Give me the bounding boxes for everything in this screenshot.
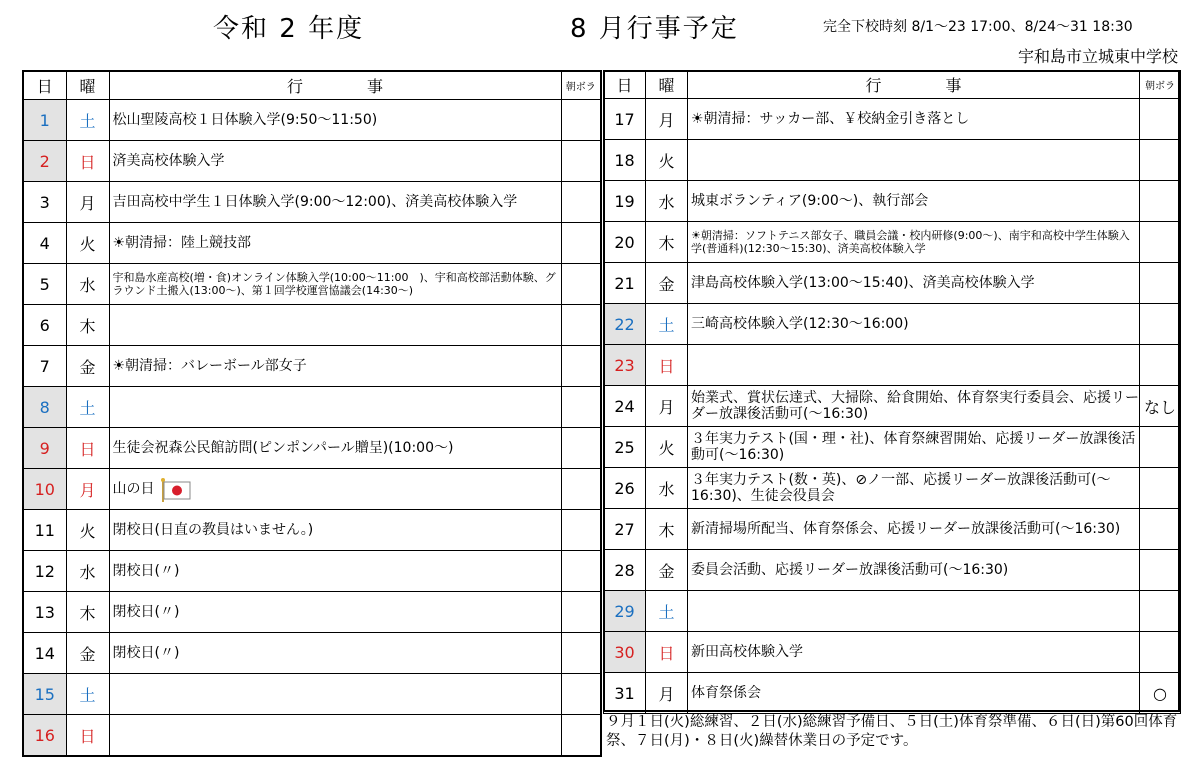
weekday-cell: 水: [66, 551, 109, 592]
calendar-row: [604, 222, 1181, 263]
weekday-cell: 金: [66, 346, 109, 387]
weekday-cell: 水: [66, 264, 109, 305]
event-cell: [688, 632, 1140, 673]
calendar-row: [23, 428, 601, 469]
calendar-row: [23, 223, 601, 264]
september-note: ９月１日(火)総練習、２日(水)総練習予備日、５日(土)体育祭準備、６日(日)第60回体育祭、７日(月)・８日(火)繰替休業日の予定です。: [606, 714, 1178, 749]
event-text: 宇和島水産高校(増・食)オンライン体験入学(10:00～11:00 )、宇和高校部活動体験、グラウンド土搬入(13:00～)、第１回学校運営協議会(14:30～): [112, 270, 556, 297]
table-header-row: [604, 71, 1181, 99]
date-cell: 6: [23, 305, 66, 346]
event-text: ☀朝清掃：陸上競技部: [112, 234, 252, 251]
event-text: 生徒会祝森公民館訪問(ピンポンパール贈呈)(10:00～): [112, 439, 454, 456]
volunteer-cell: [1140, 550, 1181, 591]
calendar-row: [23, 100, 601, 141]
date-cell: 17: [604, 99, 646, 140]
calendar-row: [604, 591, 1181, 632]
volunteer-header: 朝ボラ: [561, 71, 601, 100]
event-cell: [109, 141, 561, 182]
date-cell: 14: [23, 633, 66, 674]
weekday-cell: 月: [66, 469, 109, 510]
date-cell: 23: [604, 345, 646, 386]
right-calendar-table: [603, 70, 1181, 714]
volunteer-cell: なし: [1140, 386, 1181, 427]
event-text: 閉校日(日直の教員はいません。): [112, 521, 314, 538]
date-header: 日: [604, 71, 646, 99]
calendar-row: [604, 140, 1181, 181]
volunteer-cell: [561, 510, 601, 551]
date-cell: 1: [23, 100, 66, 141]
date-cell: 15: [23, 674, 66, 715]
date-cell: 25: [604, 427, 646, 468]
event-text: ☀朝清掃：ソフトテニス部女子、職員会議・校内研修(9:00～)、南宇和高校中学生体験入学(普通科)(12:30～15:30)、済美高校体験入学: [691, 228, 1130, 255]
volunteer-cell: [561, 469, 601, 510]
closing-time: 完全下校時刻 8/1～23 17:00、8/24～31 18:30: [823, 19, 1133, 35]
event-cell: [688, 591, 1140, 632]
volunteer-cell: ○: [1140, 673, 1181, 714]
event-cell: [109, 182, 561, 223]
weekday-cell: 日: [66, 715, 109, 757]
date-cell: 28: [604, 550, 646, 591]
calendar-row: [604, 468, 1181, 509]
date-cell: 13: [23, 592, 66, 633]
event-cell: [688, 263, 1140, 304]
weekday-cell: 木: [66, 592, 109, 633]
event-text: 済美高校体験入学: [112, 152, 225, 169]
date-cell: 30: [604, 632, 646, 673]
volunteer-cell: [1140, 222, 1181, 263]
weekday-cell: 火: [646, 427, 688, 468]
event-text: ☀朝清掃：バレーボール部女子: [112, 357, 307, 374]
event-cell: [109, 387, 561, 428]
date-cell: 8: [23, 387, 66, 428]
weekday-cell: 木: [646, 222, 688, 263]
volunteer-cell: [1140, 99, 1181, 140]
weekday-cell: 金: [66, 633, 109, 674]
event-cell: [109, 469, 561, 510]
event-text: 三崎高校体験入学(12:30～16:00): [691, 315, 909, 332]
calendar-row: [604, 345, 1181, 386]
event-cell: [109, 551, 561, 592]
calendar-row: [23, 387, 601, 428]
event-cell: [109, 715, 561, 757]
event-text: 委員会活動、応援リーダー放課後活動可(～16:30): [691, 561, 1009, 578]
volunteer-cell: [561, 264, 601, 305]
date-cell: 26: [604, 468, 646, 509]
event-cell: [688, 550, 1140, 591]
fiscal-year-title: 令和 2 年度: [213, 14, 365, 44]
calendar-row: [604, 673, 1181, 714]
japan-flag-icon: [161, 478, 191, 500]
school-name: 宇和島市立城東中学校: [1017, 47, 1178, 66]
event-text: 閉校日(〃): [112, 562, 180, 579]
weekday-cell: 土: [66, 674, 109, 715]
volunteer-cell: [1140, 140, 1181, 181]
calendar-row: [23, 633, 601, 674]
event-cell: [109, 633, 561, 674]
weekday-cell: 月: [646, 386, 688, 427]
date-cell: 27: [604, 509, 646, 550]
month-title: 8 月行事予定: [570, 14, 739, 44]
date-cell: 21: [604, 263, 646, 304]
volunteer-cell: [1140, 509, 1181, 550]
date-cell: 10: [23, 469, 66, 510]
event-cell: [109, 674, 561, 715]
weekday-cell: 日: [646, 632, 688, 673]
weekday-cell: 日: [66, 428, 109, 469]
weekday-cell: 水: [646, 468, 688, 509]
event-cell: [109, 223, 561, 264]
volunteer-cell: [1140, 345, 1181, 386]
event-text: ３年実力テスト(国・理・社)、体育祭練習開始、応援リーダー放課後活動可(～16:30): [691, 430, 1136, 463]
weekday-cell: 木: [66, 305, 109, 346]
weekday-cell: 月: [646, 99, 688, 140]
date-cell: 2: [23, 141, 66, 182]
event-text: 松山聖陵高校１日体験入学(9:50～11:50): [112, 111, 378, 128]
weekday-cell: 日: [66, 141, 109, 182]
volunteer-cell: [561, 428, 601, 469]
date-cell: 24: [604, 386, 646, 427]
calendar-row: [23, 551, 601, 592]
event-text: 閉校日(〃): [112, 644, 180, 661]
volunteer-cell: [561, 223, 601, 264]
date-cell: 16: [23, 715, 66, 757]
date-cell: 9: [23, 428, 66, 469]
event-cell: [688, 386, 1140, 427]
calendar-row: [604, 386, 1181, 427]
calendar-row: [604, 509, 1181, 550]
event-cell: [688, 181, 1140, 222]
event-cell: [688, 99, 1140, 140]
volunteer-cell: [561, 592, 601, 633]
calendar-row: [23, 510, 601, 551]
calendar-row: [604, 99, 1181, 140]
volunteer-cell: [1140, 181, 1181, 222]
date-cell: 22: [604, 304, 646, 345]
table-header-row: [23, 71, 601, 100]
calendar-row: [23, 264, 601, 305]
calendar-row: [604, 632, 1181, 673]
event-cell: [109, 305, 561, 346]
volunteer-cell: [1140, 427, 1181, 468]
volunteer-cell: [561, 141, 601, 182]
date-header: 日: [23, 71, 66, 100]
calendar-row: [23, 592, 601, 633]
volunteer-cell: [561, 346, 601, 387]
weekday-cell: 金: [646, 550, 688, 591]
weekday-cell: 火: [66, 510, 109, 551]
date-cell: 11: [23, 510, 66, 551]
event-cell: [109, 346, 561, 387]
date-cell: 7: [23, 346, 66, 387]
volunteer-cell: [561, 551, 601, 592]
calendar-row: [604, 550, 1181, 591]
volunteer-cell: [1140, 468, 1181, 509]
events-header: 行 事: [688, 71, 1140, 99]
date-cell: 4: [23, 223, 66, 264]
event-cell: [688, 345, 1140, 386]
event-cell: [109, 510, 561, 551]
event-text: 始業式、賞状伝達式、大掃除、給食開始、体育祭実行委員会、応援リーダー放課後活動可(～16:30): [691, 389, 1139, 422]
weekday-cell: 金: [646, 263, 688, 304]
event-text: 山の日: [112, 481, 155, 497]
event-cell: [688, 673, 1140, 714]
date-cell: 19: [604, 181, 646, 222]
date-cell: 18: [604, 140, 646, 181]
event-cell: [109, 264, 561, 305]
volunteer-cell: [561, 387, 601, 428]
calendar-row: [23, 141, 601, 182]
event-text: ☀朝清掃：サッカー部、￥校納金引き落とし: [691, 110, 970, 127]
calendar-row: [23, 305, 601, 346]
calendar-row: [23, 182, 601, 223]
volunteer-cell: [561, 674, 601, 715]
event-cell: [688, 304, 1140, 345]
volunteer-cell: [561, 715, 601, 757]
volunteer-cell: [1140, 304, 1181, 345]
event-cell: [688, 509, 1140, 550]
calendar-row: [23, 469, 601, 510]
volunteer-cell: [1140, 591, 1181, 632]
volunteer-cell: [1140, 263, 1181, 304]
calendar-row: [23, 346, 601, 387]
weekday-header: 曜: [66, 71, 109, 100]
date-cell: 3: [23, 182, 66, 223]
volunteer-cell: [561, 633, 601, 674]
weekday-cell: 日: [646, 345, 688, 386]
event-text: 城東ボランティア(9:00～)、執行部会: [691, 192, 929, 209]
calendar-row: [604, 427, 1181, 468]
events-header: 行 事: [109, 71, 561, 100]
weekday-cell: 水: [646, 181, 688, 222]
weekday-cell: 月: [66, 182, 109, 223]
date-cell: 5: [23, 264, 66, 305]
event-text: 津島高校体験入学(13:00～15:40)、済美高校体験入学: [691, 274, 1035, 291]
date-cell: 12: [23, 551, 66, 592]
weekday-cell: 土: [66, 100, 109, 141]
event-text: 吉田高校中学生１日体験入学(9:00～12:00)、済美高校体験入学: [112, 193, 518, 210]
weekday-cell: 土: [646, 304, 688, 345]
date-cell: 31: [604, 673, 646, 714]
weekday-cell: 土: [646, 591, 688, 632]
event-text: 新清掃場所配当、体育祭係会、応援リーダー放課後活動可(～16:30): [691, 520, 1121, 537]
weekday-cell: 月: [646, 673, 688, 714]
weekday-cell: 火: [646, 140, 688, 181]
event-cell: [109, 428, 561, 469]
volunteer-cell: [561, 305, 601, 346]
date-cell: 20: [604, 222, 646, 263]
event-text: 体育祭係会: [691, 684, 761, 701]
volunteer-cell: [1140, 632, 1181, 673]
event-cell: [688, 468, 1140, 509]
event-cell: [109, 100, 561, 141]
left-calendar-table: [22, 70, 602, 757]
volunteer-cell: [561, 100, 601, 141]
calendar-row: [23, 715, 601, 757]
event-cell: [688, 140, 1140, 181]
calendar-row: [23, 674, 601, 715]
weekday-cell: 土: [66, 387, 109, 428]
weekday-cell: 火: [66, 223, 109, 264]
weekday-cell: 木: [646, 509, 688, 550]
event-cell: [688, 222, 1140, 263]
volunteer-header: 朝ボラ: [1140, 71, 1181, 99]
event-cell: [109, 592, 561, 633]
weekday-header: 曜: [646, 71, 688, 99]
date-cell: 29: [604, 591, 646, 632]
calendar-row: [604, 304, 1181, 345]
event-text: ３年実力テスト(数・英)、⊘ノ一部、応援リーダー放課後活動可(～16:30)、生徒会役員会: [691, 471, 1111, 504]
calendar-row: [604, 181, 1181, 222]
event-cell: [688, 427, 1140, 468]
event-text: 閉校日(〃): [112, 603, 180, 620]
volunteer-cell: [561, 182, 601, 223]
event-text: 新田高校体験入学: [691, 643, 803, 660]
calendar-row: [604, 263, 1181, 304]
